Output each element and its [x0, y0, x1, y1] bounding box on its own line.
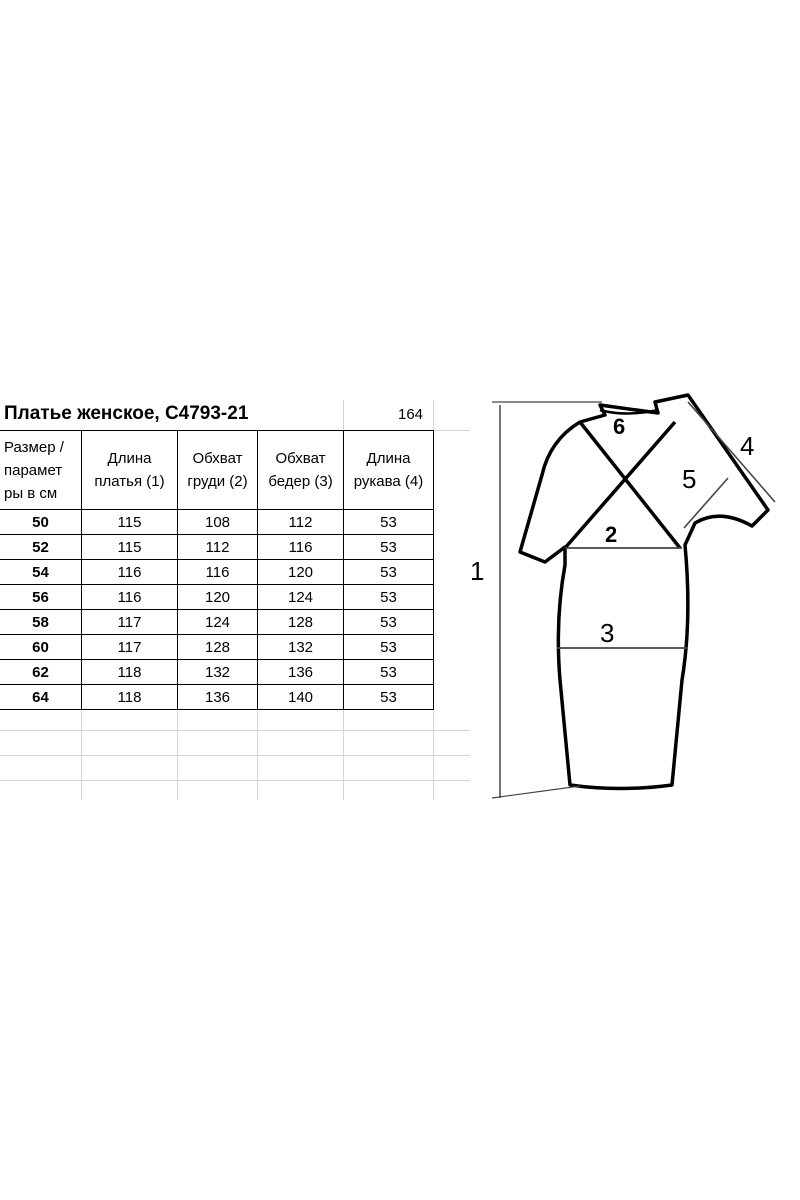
crossover-neckline — [565, 422, 680, 548]
header-size-line2: парамет — [4, 461, 63, 479]
gridline — [343, 400, 344, 430]
cell-hips: 128 — [287, 613, 314, 631]
header-sleeve — [344, 431, 433, 509]
dress-measurement-diagram — [470, 380, 800, 820]
cell-hips: 140 — [287, 688, 314, 706]
cell-sleeve: 53 — [380, 563, 397, 581]
sheet-number: 164 — [398, 406, 424, 423]
header-hips-line1: Обхват — [275, 450, 326, 467]
header-chest-line2: груди (2) — [187, 473, 248, 490]
cell-sleeve: 53 — [380, 513, 397, 531]
cell-hips: 136 — [287, 663, 314, 681]
cell-hips: 124 — [287, 588, 314, 606]
cell-chest: 136 — [204, 688, 231, 706]
header-sleeve-line2: рукава (4) — [353, 473, 424, 490]
cell-chest: 116 — [205, 563, 230, 581]
cell-dress-length: 115 — [117, 513, 142, 531]
sleeve-measure-line — [688, 402, 775, 502]
gridline — [0, 755, 470, 756]
header-dress-length — [82, 431, 177, 509]
cell-dress-length: 117 — [117, 613, 142, 631]
gridline — [0, 730, 470, 731]
length-bottom-tick — [492, 786, 580, 798]
cell-dress-length: 118 — [117, 663, 142, 681]
cell-dress-length: 117 — [117, 638, 142, 656]
chest-label: 2 — [605, 522, 618, 547]
cell-hips: 132 — [287, 638, 314, 656]
gridline — [0, 780, 470, 781]
cell-dress-length: 116 — [117, 588, 142, 606]
cell-chest: 132 — [204, 663, 231, 681]
cell-dress-length: 116 — [117, 563, 142, 581]
cell-size: 50 — [32, 513, 49, 531]
document-title: Платье женское, С4793-21 — [4, 403, 249, 424]
cell-sleeve: 53 — [380, 538, 397, 556]
gridline — [433, 400, 434, 430]
cell-size: 62 — [32, 663, 49, 681]
header-hips-line2: бедер (3) — [268, 473, 333, 490]
header-dress-length-line1: Длина — [107, 450, 152, 467]
header-dress-length-line2: платья (1) — [94, 473, 165, 490]
header-size-line1: Размер / — [4, 438, 64, 456]
cell-size: 64 — [32, 688, 49, 706]
cell-size: 58 — [32, 613, 49, 631]
header-chest — [178, 431, 257, 509]
length-label: 1 — [470, 556, 485, 586]
cell-size: 52 — [32, 538, 49, 556]
cell-size: 54 — [32, 563, 49, 581]
cell-hips: 112 — [288, 513, 313, 531]
header-size-line3: ры в см — [4, 484, 58, 502]
cell-dress-length: 118 — [117, 688, 142, 706]
gridline — [81, 710, 82, 800]
cell-hips: 120 — [287, 563, 314, 581]
sleeve-width-label: 5 — [682, 464, 697, 494]
cell-chest: 124 — [204, 613, 231, 631]
header-sleeve-line1: Длина — [366, 450, 411, 467]
cell-sleeve: 53 — [380, 588, 397, 606]
cell-sleeve: 53 — [380, 638, 397, 656]
gridline — [177, 710, 178, 800]
cell-chest: 112 — [205, 538, 230, 556]
cell-chest: 120 — [204, 588, 231, 606]
size-table-sheet — [0, 400, 470, 800]
neck-label: 6 — [613, 414, 626, 439]
header-chest-line1: Обхват — [192, 450, 243, 467]
table-border — [0, 709, 434, 710]
sleeve-label: 4 — [740, 431, 755, 461]
cell-dress-length: 115 — [117, 538, 142, 556]
header-hips — [258, 431, 343, 509]
cell-sleeve: 53 — [380, 688, 397, 706]
cell-sleeve: 53 — [380, 613, 397, 631]
cell-hips: 116 — [288, 538, 313, 556]
cell-size: 56 — [32, 588, 49, 606]
gridline — [343, 710, 344, 800]
cell-chest: 128 — [204, 638, 231, 656]
cell-chest: 108 — [204, 513, 231, 531]
dress-outline — [520, 395, 768, 789]
hips-label: 3 — [600, 618, 615, 648]
header-size — [0, 431, 81, 509]
gridline — [257, 710, 258, 800]
cell-sleeve: 53 — [380, 663, 397, 681]
cell-size: 60 — [32, 638, 49, 656]
table-border — [433, 430, 434, 710]
gridline — [433, 710, 434, 800]
